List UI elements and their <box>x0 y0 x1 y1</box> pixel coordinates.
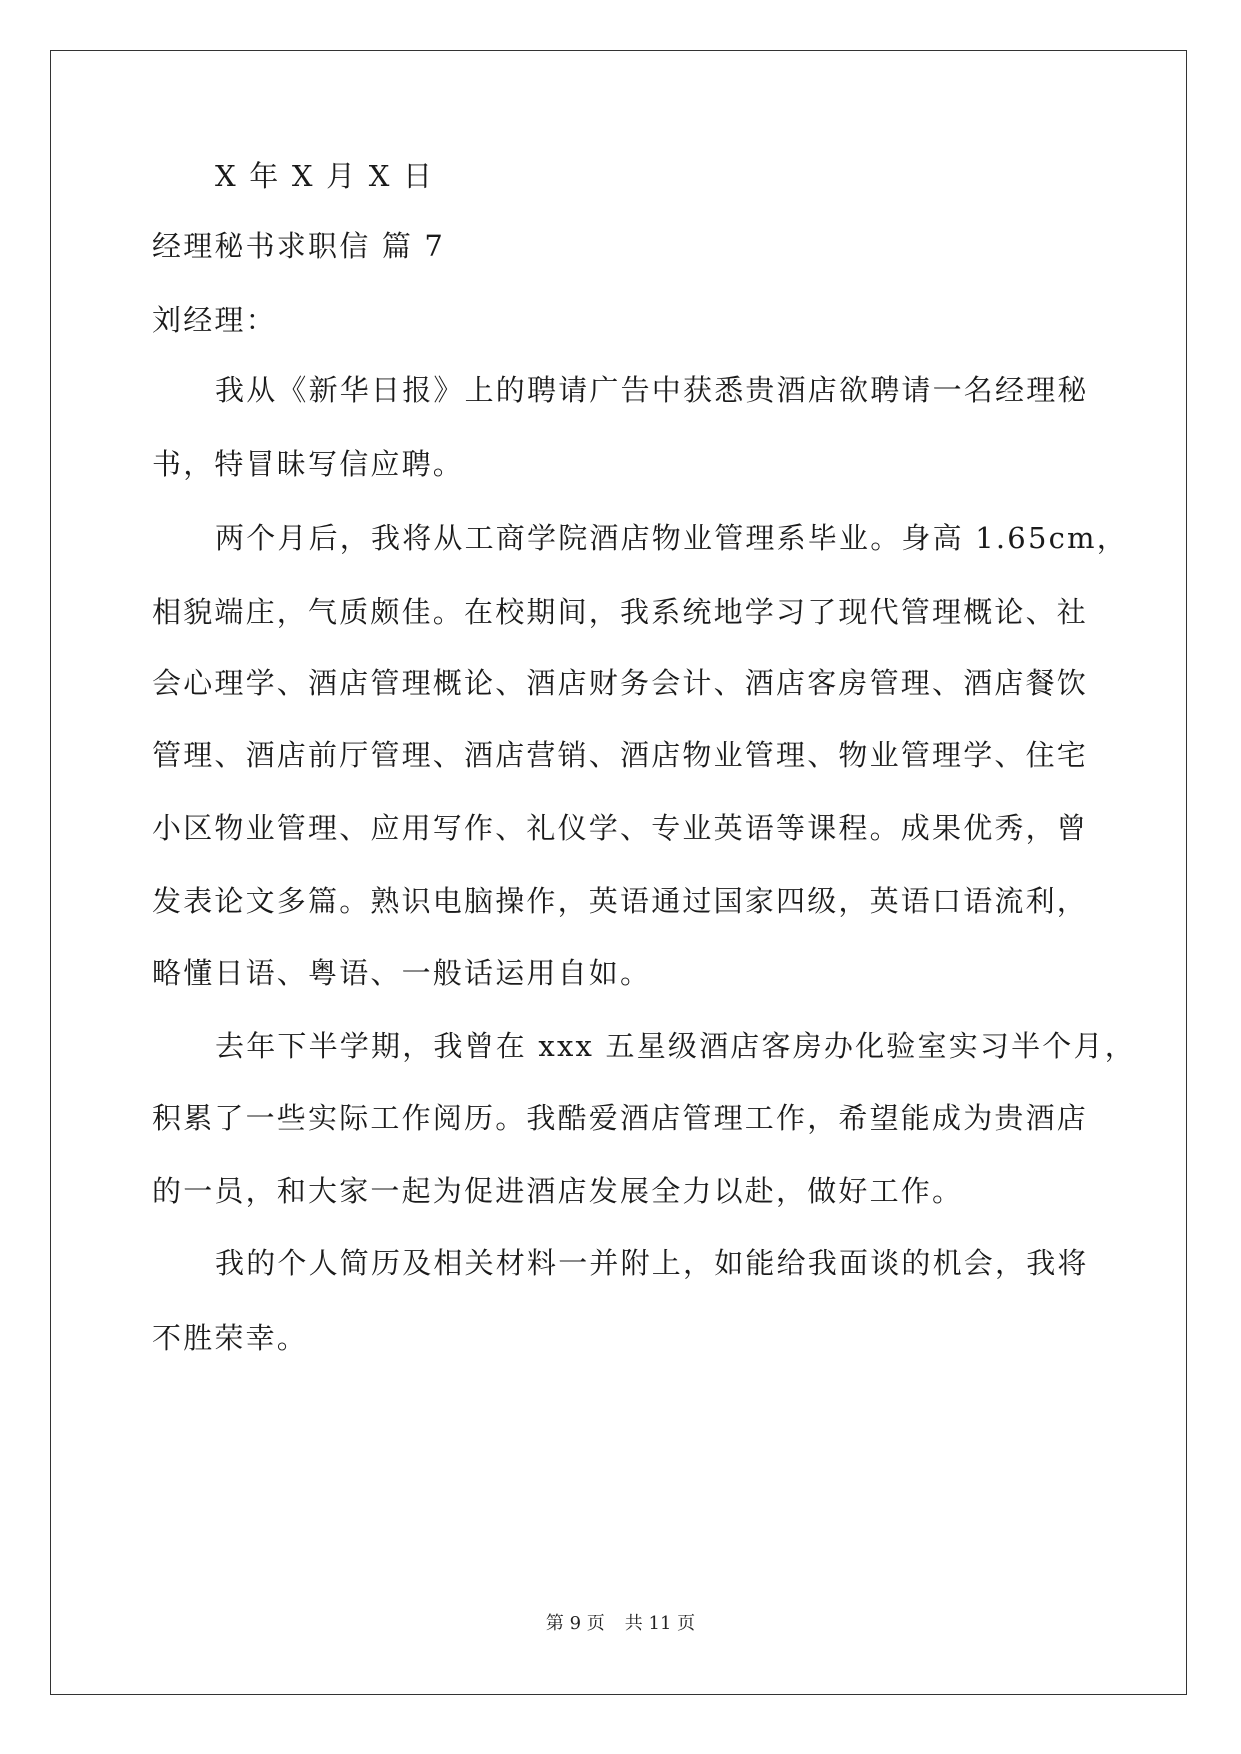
salutation: 刘经理： <box>152 303 277 337</box>
paragraph-4-line-2: 不胜荣幸。 <box>152 1321 309 1355</box>
paragraph-1-line-2: 书，特冒昧写信应聘。 <box>152 447 465 481</box>
paragraph-2-line-5: 小区物业管理、应用写作、礼仪学、专业英语等课程。成果优秀，曾 <box>152 811 1089 845</box>
paragraph-2-line-6: 发表论文多篇。熟识电脑操作，英语通过国家四级，英语口语流利， <box>152 884 1089 918</box>
paragraph-2-line-3: 会心理学、酒店管理概论、酒店财务会计、酒店客房管理、酒店餐饮 <box>152 666 1089 700</box>
page-total: 共 11 页 <box>624 1613 696 1634</box>
paragraph-2-line-7: 略懂日语、粤语、一般话运用自如。 <box>152 956 652 990</box>
paragraph-3-line-1: 去年下半学期，我曾在 xxx 五星级酒店客房办化验室实习半个月， <box>215 1029 1136 1063</box>
paragraph-4-line-1: 我的个人简历及相关材料一并附上，如能给我面谈的机会，我将 <box>215 1246 1089 1280</box>
page-footer <box>0 1613 1241 1635</box>
paragraph-2-line-1: 两个月后，我将从工商学院酒店物业管理系毕业。身高 1.65cm， <box>215 521 1128 555</box>
date-line: X 年 X 月 X 日 <box>215 159 435 193</box>
paragraph-1-line-1: 我从《新华日报》上的聘请广告中获悉贵酒店欲聘请一名经理秘 <box>215 373 1089 407</box>
paragraph-2-line-4: 管理、酒店前厅管理、酒店营销、酒店物业管理、物业管理学、住宅 <box>152 738 1089 772</box>
letter-title: 经理秘书求职信 篇 7 <box>152 229 446 263</box>
paragraph-3-line-3: 的一员，和大家一起为促进酒店发展全力以赴，做好工作。 <box>152 1174 964 1208</box>
paragraph-3-line-2: 积累了一些实际工作阅历。我酷爱酒店管理工作，希望能成为贵酒店 <box>152 1101 1089 1135</box>
page-border <box>50 50 1187 1695</box>
paragraph-2-line-2: 相貌端庄，气质颇佳。在校期间，我系统地学习了现代管理概论、社 <box>152 595 1089 629</box>
page-current: 第 9 页 <box>545 1613 605 1634</box>
